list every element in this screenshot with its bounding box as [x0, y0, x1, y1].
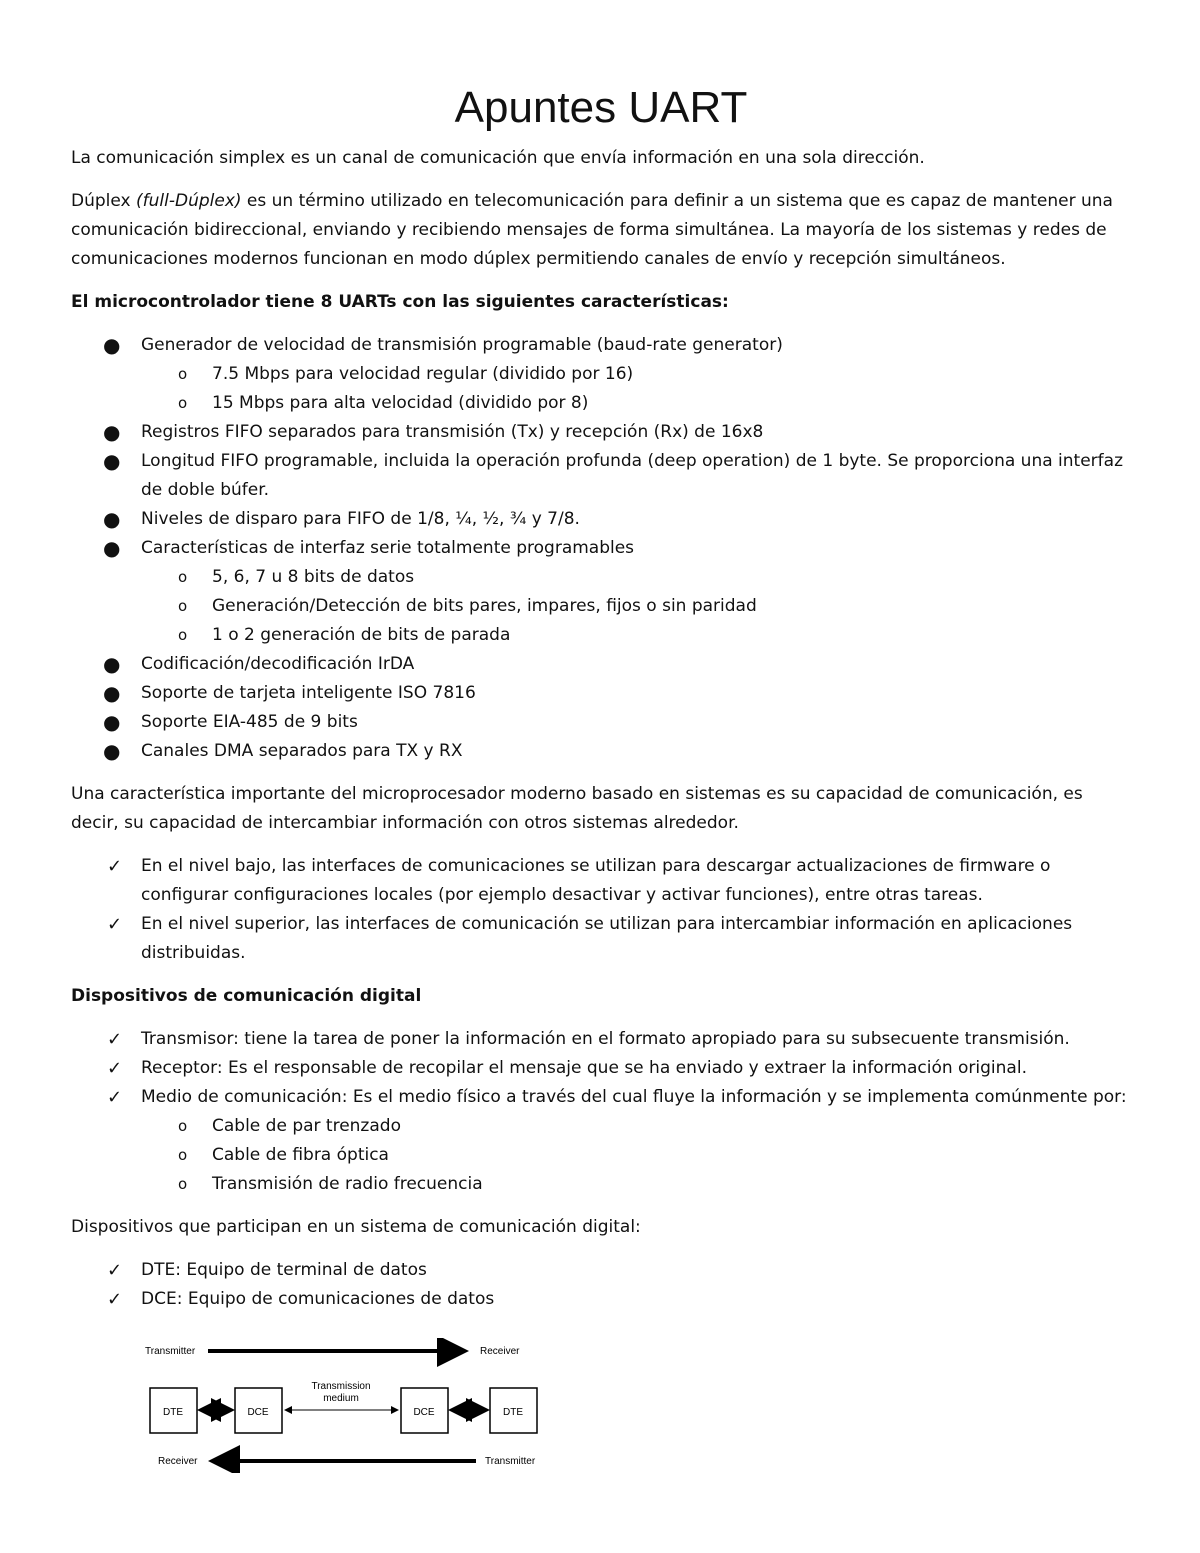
hollow-bullet-icon: o	[178, 568, 188, 586]
duplex-emphasis: (full-Dúplex)	[136, 191, 242, 211]
dte-label-left: DTE	[163, 1407, 183, 1418]
check-icon: ✓	[107, 1289, 123, 1310]
list-item-text: 15 Mbps para alta velocidad (dividido por 8)	[212, 393, 589, 413]
list-item	[71, 505, 1131, 534]
simplex-paragraph: La comunicación simplex es un canal de comunicación que envía información en una sola dirección.	[71, 148, 925, 168]
duplex-paragraph	[71, 187, 1131, 274]
list-item	[71, 1025, 1131, 1054]
list-item	[71, 737, 1131, 766]
hollow-bullet-icon: o	[178, 626, 188, 644]
hollow-bullet-icon: o	[178, 1117, 188, 1135]
list-item	[71, 708, 1131, 737]
list-item	[71, 621, 1131, 650]
check-icon: ✓	[107, 1087, 123, 1108]
list-item-text: Medio de comunicación: Es el medio físico a través del cual fluye la información y se implementa comúnmente por:	[141, 1087, 1127, 1107]
bullet-icon: ●	[103, 507, 121, 531]
devices-heading: Dispositivos de comunicación digital	[71, 986, 422, 1006]
hollow-bullet-icon: o	[178, 365, 188, 383]
label-receiver-bottom: Receiver	[158, 1456, 198, 1467]
list-item-text: Codificación/decodificación IrDA	[141, 654, 415, 674]
bullet-icon: ●	[103, 710, 121, 734]
hollow-bullet-icon: o	[178, 1175, 188, 1193]
list-item-text: DTE: Equipo de terminal de datos	[141, 1260, 427, 1280]
participants-heading: Dispositivos que participan en un sistema de comunicación digital:	[71, 1217, 641, 1237]
bullet-icon: ●	[103, 536, 121, 560]
dte-label-right: DTE	[503, 1407, 523, 1418]
levels-list	[71, 852, 1131, 968]
uart-heading: El microcontrolador tiene 8 UARTs con las siguientes características:	[71, 292, 729, 312]
bullet-icon: ●	[103, 652, 121, 676]
list-item-text: 5, 6, 7 u 8 bits de datos	[212, 567, 415, 587]
list-item	[71, 1285, 1131, 1314]
list-item-text: Canales DMA separados para TX y RX	[141, 741, 463, 761]
bullet-icon: ●	[103, 333, 121, 357]
list-item	[71, 1083, 1131, 1112]
list-item	[71, 679, 1131, 708]
list-item-text: Generación/Detección de bits pares, impares, fijos o sin paridad	[212, 596, 757, 616]
bullet-icon: ●	[103, 420, 121, 444]
list-item	[71, 592, 1131, 621]
list-item-text: Generador de velocidad de transmisión programable (baud-rate generator)	[141, 335, 783, 355]
list-item-text: 7.5 Mbps para velocidad regular (dividido por 16)	[212, 364, 634, 384]
list-item-text: En el nivel bajo, las interfaces de comunicaciones se utilizan para descargar actualizaciones de firmware o configurar configuraciones locales (por ejemplo desactivar y activar funciones), entre otras tareas.	[141, 856, 1051, 905]
list-item-text: Longitud FIFO programable, incluida la operación profunda (deep operation) de 1 byte. Se proporciona una interfaz de doble búfer.	[141, 451, 1123, 500]
microprocessor-paragraph: Una característica importante del microprocesador moderno basado en sistemas es su capacidad de comunicación, es decir, su capacidad de intercambiar información con otros sistemas alrededor.	[71, 784, 1083, 833]
check-icon: ✓	[107, 1058, 123, 1079]
list-item-text: 1 o 2 generación de bits de parada	[212, 625, 511, 645]
list-item	[71, 1112, 1131, 1141]
list-item-text: Receptor: Es el responsable de recopilar el mensaje que se ha enviado y extraer la información original.	[141, 1058, 1027, 1078]
list-item	[71, 1141, 1131, 1170]
check-icon: ✓	[107, 1260, 123, 1281]
hollow-bullet-icon: o	[178, 597, 188, 615]
list-item-text: Características de interfaz serie totalmente programables	[141, 538, 635, 558]
list-item-text: Niveles de disparo para FIFO de 1/8, ¼, ½, ¾ y 7/8.	[141, 509, 580, 529]
bullet-icon: ●	[103, 681, 121, 705]
check-icon: ✓	[107, 856, 123, 877]
list-item	[71, 389, 1131, 418]
medium-label-2: medium	[323, 1393, 359, 1404]
list-item-text: Soporte EIA-485 de 9 bits	[141, 712, 358, 732]
hollow-bullet-icon: o	[178, 1146, 188, 1164]
communication-diagram	[140, 1338, 550, 1473]
dce-label-left: DCE	[247, 1407, 269, 1418]
bullet-icon: ●	[103, 449, 121, 473]
list-item-text: Registros FIFO separados para transmisión (Tx) y recepción (Rx) de 16x8	[141, 422, 764, 442]
label-receiver-top: Receiver	[480, 1346, 520, 1357]
hollow-bullet-icon: o	[178, 394, 188, 412]
list-item-text: Transmisor: tiene la tarea de poner la información en el formato apropiado para su subsecuente transmisión.	[141, 1029, 1070, 1049]
list-item	[71, 1054, 1131, 1083]
list-item-text: En el nivel superior, las interfaces de comunicación se utilizan para intercambiar información en aplicaciones distribuidas.	[141, 914, 1073, 963]
label-transmitter-top: Transmitter	[145, 1346, 196, 1357]
diagram-svg	[140, 1338, 550, 1473]
uart-feature-list	[71, 331, 1131, 766]
bullet-icon: ●	[103, 739, 121, 763]
duplex-post: es un término utilizado en telecomunicación para definir a un sistema que es capaz de mantener una comunicación bidireccional, enviando y recibiendo mensajes de forma simultánea. La mayoría de los sistemas y redes de comunicaciones modernos funcionan en modo dúplex permitiendo canales de envío y recepción simultáneos.	[71, 191, 1113, 269]
list-item	[71, 852, 1131, 910]
medium-label-1: Transmission	[311, 1381, 371, 1392]
list-item	[71, 650, 1131, 679]
list-item	[71, 447, 1131, 505]
list-item-text: Transmisión de radio frecuencia	[212, 1174, 483, 1194]
page-title: Apuntes UART	[454, 83, 748, 132]
list-item	[71, 1170, 1131, 1199]
check-icon: ✓	[107, 914, 123, 935]
list-item-text: Cable de fibra óptica	[212, 1145, 389, 1165]
participants-list	[71, 1256, 1131, 1314]
document-page	[71, 80, 1131, 1328]
list-item-text: DCE: Equipo de comunicaciones de datos	[141, 1289, 495, 1309]
list-item	[71, 563, 1131, 592]
list-item	[71, 418, 1131, 447]
dce-label-right: DCE	[413, 1407, 435, 1418]
list-item	[71, 360, 1131, 389]
list-item-text: Soporte de tarjeta inteligente ISO 7816	[141, 683, 476, 703]
list-item-text: Cable de par trenzado	[212, 1116, 401, 1136]
list-item	[71, 1256, 1131, 1285]
list-item	[71, 534, 1131, 563]
list-item	[71, 331, 1131, 360]
devices-list	[71, 1025, 1131, 1199]
duplex-pre: Dúplex	[71, 191, 137, 211]
list-item	[71, 910, 1131, 968]
label-transmitter-bottom: Transmitter	[485, 1456, 536, 1467]
check-icon: ✓	[107, 1029, 123, 1050]
